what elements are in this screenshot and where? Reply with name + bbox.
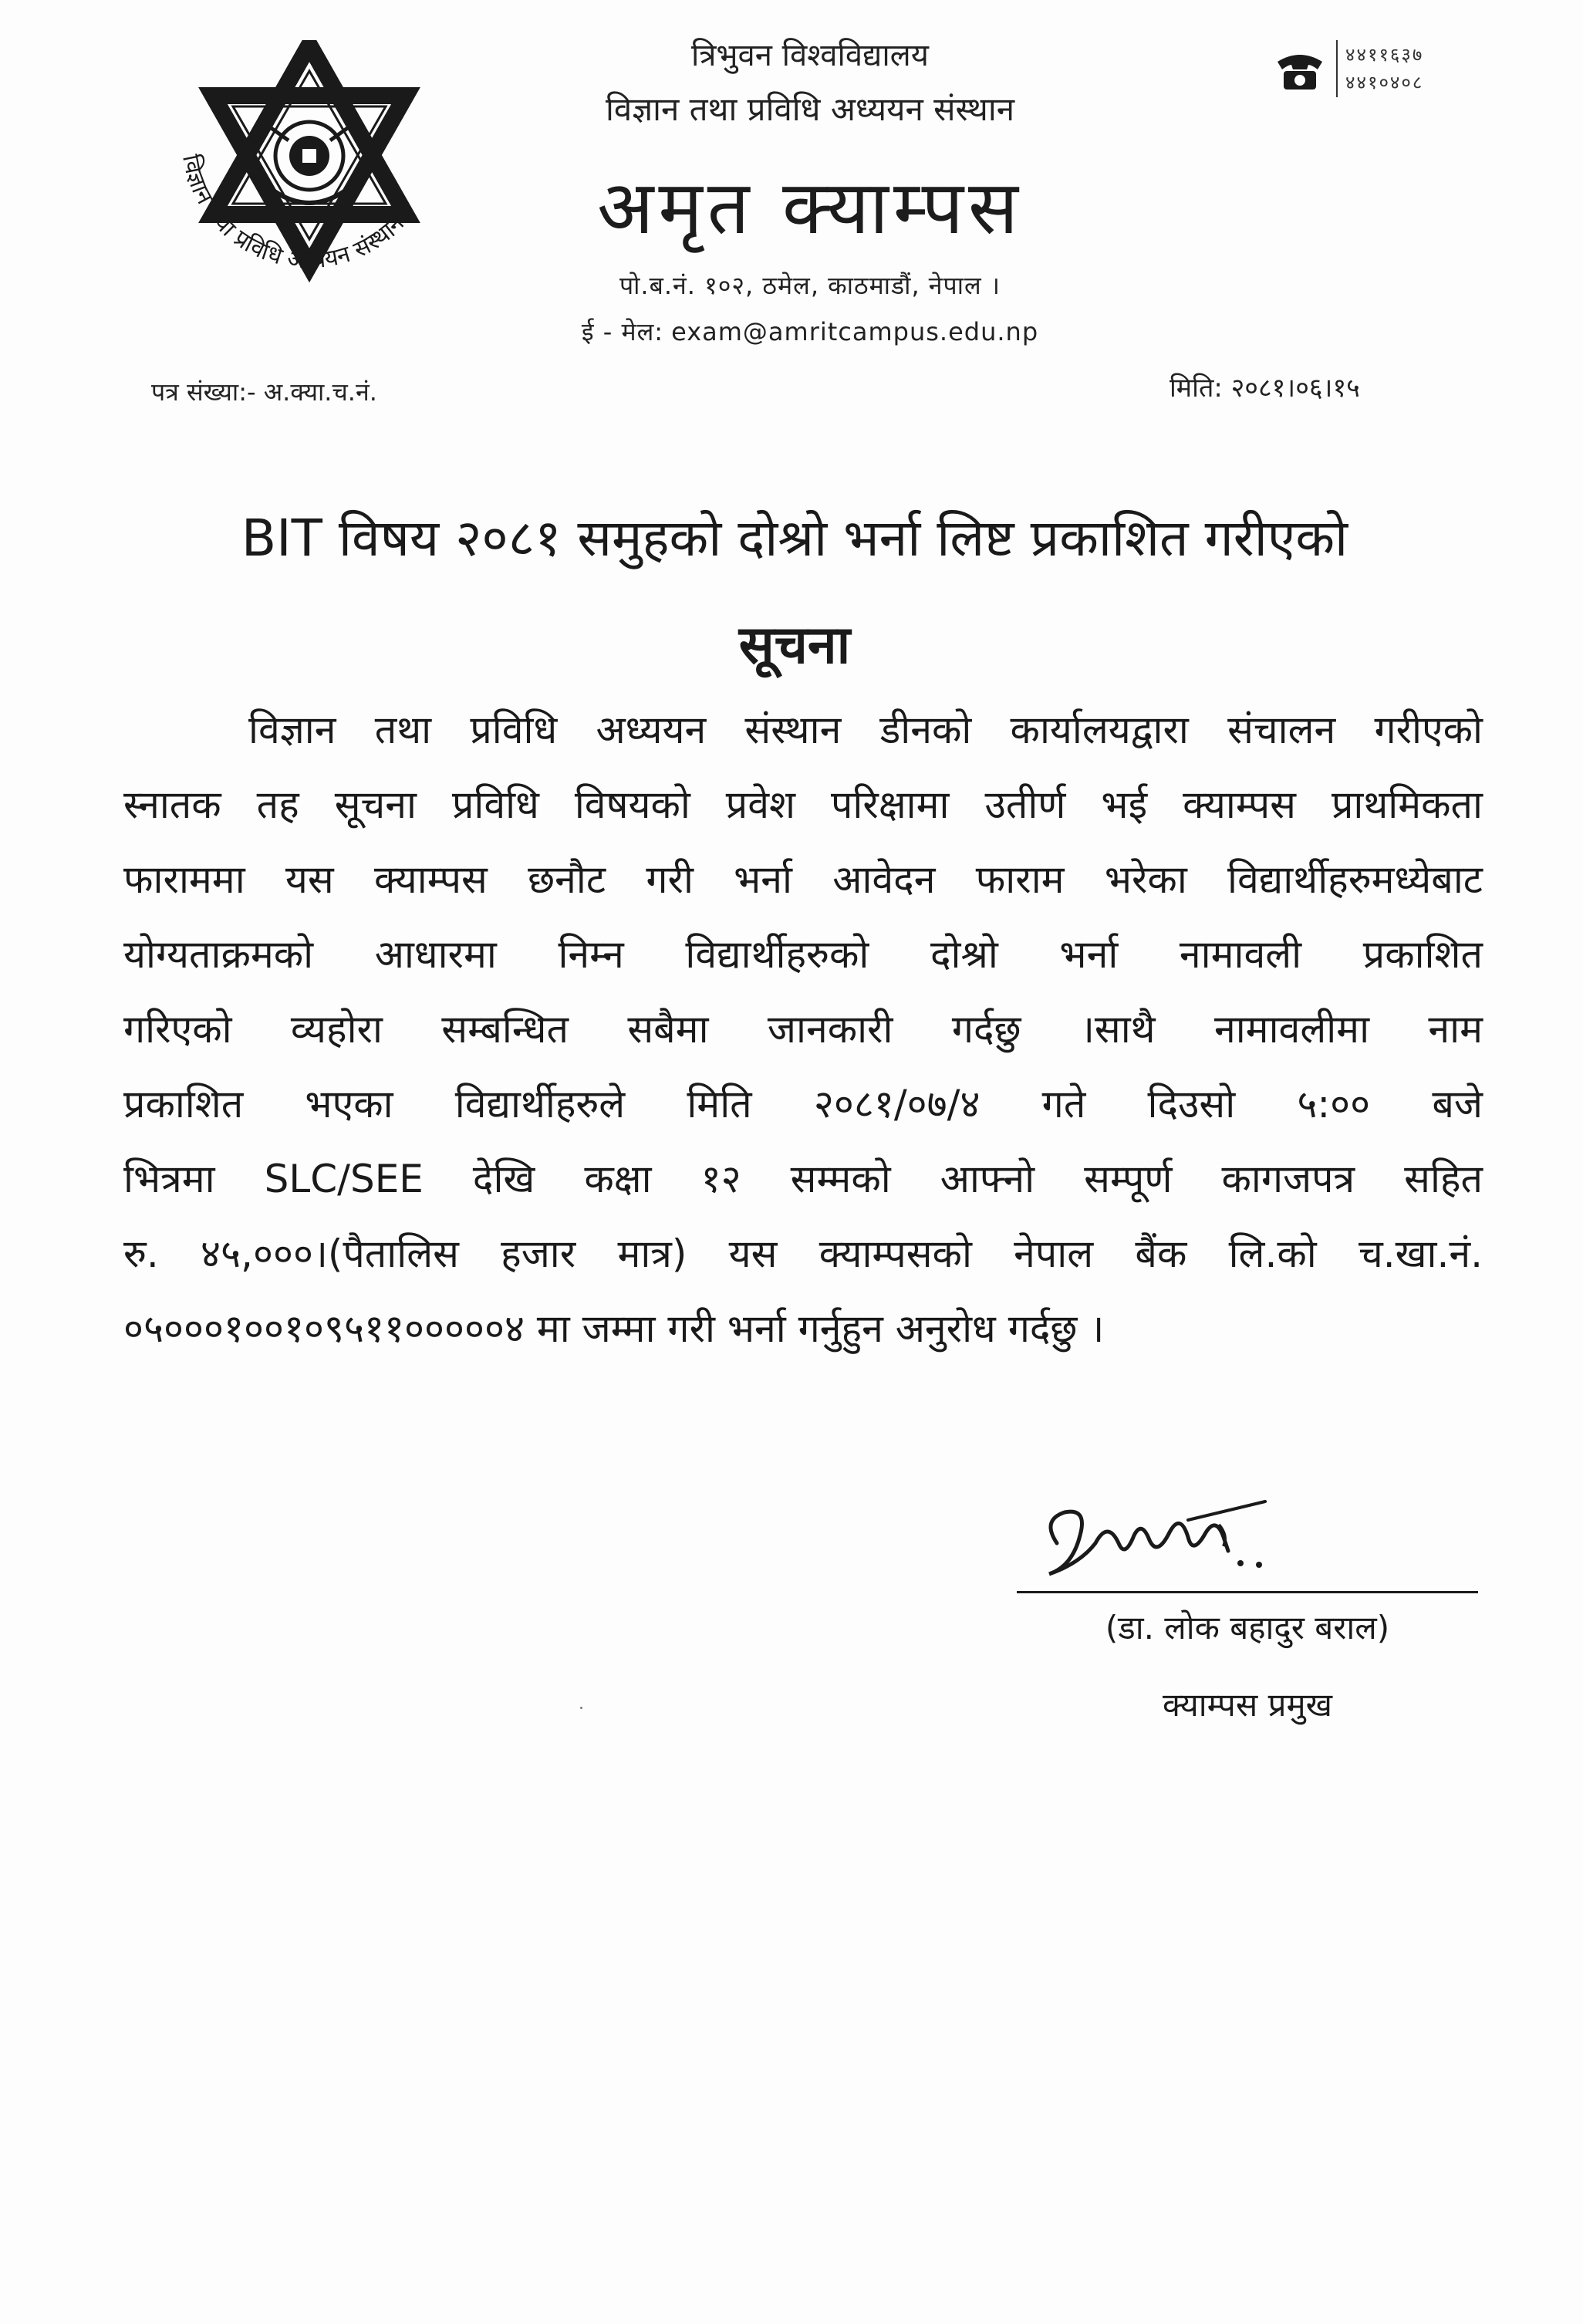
scan-speck: [580, 1707, 582, 1709]
tu-star-emblem-icon: [151, 40, 467, 302]
email-address[interactable]: exam@amritcampus.edu.np: [671, 317, 1039, 346]
campus-email-line: [540, 315, 1080, 348]
email-label: ई - मेल:: [581, 317, 664, 346]
signer-designation: क्याम्पस प्रमुख: [1162, 1686, 1333, 1724]
body-line: रु. ४५,०००।(पैतालिस हजार मात्र) यस क्याम्पसको नेपाल बैंक लि.को च.खा.नं.: [123, 1231, 1483, 1276]
institute-name: विज्ञान तथा प्रविधि अध्ययन संस्थान: [605, 90, 1015, 128]
university-name: त्रिभुवन विश्वविद्यालय: [690, 38, 930, 73]
signer-name: (डा. लोक बहादुर बराल): [1105, 1609, 1390, 1647]
svg-text:विज्ञान तथा प्रविधि अध्ययन संस: विज्ञान तथा प्रविधि अध्ययन संस्थान: [177, 152, 410, 275]
notice-subtitle: सूचना: [738, 615, 851, 676]
signature-line: [1017, 1591, 1478, 1593]
reference-number: पत्र संख्या:- अ.क्या.च.नं.: [151, 377, 377, 407]
phone-separator: [1336, 40, 1338, 97]
body-line: ०५०००१००१०९५११०००००४ मा जम्मा गरी भर्ना गर्नुहुन अनुरोध गर्दछु ।: [123, 1306, 1105, 1351]
campus-address: पो.ब.नं. १०२, ठमेल, काठमाडौं, नेपाल ।: [619, 271, 1001, 300]
notice-title: BIT विषय २०८१ समुहको दोश्रो भर्ना लिष्ट प्रकाशित गरीएको: [241, 508, 1348, 568]
body-line: प्रकाशित भएका विद्यार्थीहरुले मिति २०८१/०७/४ गते दिउसो ५:०० बजे: [123, 1082, 1483, 1127]
body-line: योग्यताक्रमको आधारमा निम्न विद्यार्थीहरुको दोश्रो भर्ना नामावली प्रकाशित: [123, 932, 1483, 977]
body-line: स्नातक तह सूचना प्रविधि विषयको प्रवेश परिक्षामा उतीर्ण भई क्याम्पस प्राथमिकता: [123, 782, 1483, 827]
handwritten-signature: [1034, 1489, 1296, 1589]
body-line: फाराममा यस क्याम्पस छनौट गरी भर्ना आवेदन फाराम भरेका विद्यार्थीहरुमध्येबाट: [123, 857, 1483, 902]
body-line: भित्रमा SLC/SEE देखि कक्षा १२ सम्मको आफ्नो सम्पूर्ण कागजपत्र सहित: [123, 1157, 1483, 1201]
notice-date: मिति: २०८१।०६।१५: [1170, 373, 1360, 404]
notice-body: [123, 693, 1483, 1366]
phone-number-2: ४४१०४०८: [1345, 72, 1424, 93]
body-line: विज्ञान तथा प्रविधि अध्ययन संस्थान डीनको कार्यालयद्वारा संचालन गरीएको: [248, 708, 1483, 752]
phone-number-1: ४४११६३७: [1345, 44, 1424, 66]
campus-name: अमृत क्याम्पस: [597, 164, 1023, 251]
body-line: गरिएको व्यहोरा सम्बन्धित सबैमा जानकारी गर्दछु ।साथै नामावलीमा नाम: [123, 1007, 1483, 1052]
telephone-icon: [1273, 46, 1327, 93]
tu-logo: [151, 40, 467, 302]
phone-block: [1273, 39, 1520, 100]
